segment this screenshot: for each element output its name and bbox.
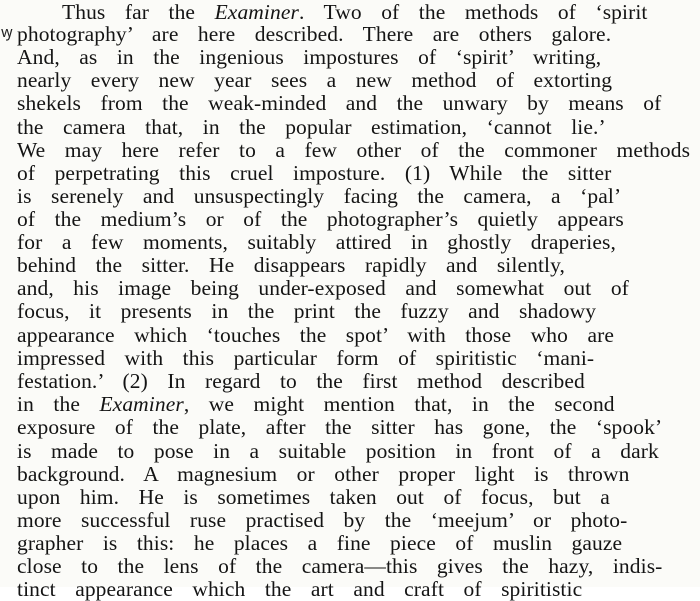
text-line xyxy=(17,346,594,370)
margin-mark: ꝡ xyxy=(1,23,13,41)
text-line xyxy=(17,415,662,439)
text-line xyxy=(17,462,630,486)
text-segment: And, as in the ingenious impostures of ‘spirit’ writing, xyxy=(17,45,602,69)
text-segment: focus, it presents in the print the fuzzy and shadowy xyxy=(17,299,597,323)
text-line xyxy=(17,508,627,532)
text-segment: in the xyxy=(17,392,100,416)
text-line xyxy=(17,299,596,323)
text-line xyxy=(17,161,611,185)
text-line xyxy=(17,577,582,601)
text-segment: background. A magnesium or other proper light is thrown xyxy=(17,462,630,486)
text-line xyxy=(17,68,612,92)
text-line xyxy=(17,207,624,231)
text-segment: Thus far the xyxy=(62,0,215,24)
text-segment: tinct appearance which the art and craft of spiritistic xyxy=(17,577,583,601)
text-line xyxy=(62,0,648,24)
text-segment: of the medium’s or of the photographer’s quietly appears xyxy=(17,207,624,231)
text-segment: and, his image being under-exposed and somewhat out of xyxy=(17,276,629,300)
text-line xyxy=(17,230,616,254)
text-line xyxy=(17,439,659,463)
text-segment: grapher is this: he places a fine piece of muslin gauze xyxy=(17,531,623,555)
text-line xyxy=(17,22,611,46)
text-line xyxy=(17,531,622,555)
italic-title: Examiner xyxy=(214,0,299,24)
text-segment: nearly every new year sees a new method of extorting xyxy=(17,68,613,92)
text-line xyxy=(17,138,690,162)
text-line xyxy=(17,554,662,578)
text-line xyxy=(17,184,621,208)
text-line xyxy=(17,369,585,393)
text-line xyxy=(17,91,661,115)
text-segment: is serenely and unsuspectingly facing the camera, a ‘pal’ xyxy=(17,184,622,208)
text-line xyxy=(17,323,614,347)
text-segment: exposure of the plate, after the sitter has gone, the ‘spook’ xyxy=(17,415,663,439)
text-line xyxy=(17,392,615,416)
text-segment: close to the lens of the camera—this gives the hazy, indis- xyxy=(17,554,663,578)
text-line xyxy=(17,485,610,509)
text-segment: appearance which ‘touches the spot’ with those who are xyxy=(17,323,614,347)
text-segment: photography’ are here described. There are others galore. xyxy=(17,22,612,46)
text-segment: behind the sitter. He disappears rapidly and silently, xyxy=(17,253,566,277)
text-line xyxy=(17,45,601,69)
text-segment: more successful ruse practised by the ‘meejum’ or photo- xyxy=(17,508,628,532)
text-line xyxy=(17,253,565,277)
text-segment: . Two of the methods of ‘spirit xyxy=(298,0,648,24)
text-segment: shekels from the weak-minded and the unwary by means of xyxy=(17,91,662,115)
text-segment: of perpetrating this cruel imposture. (1) While the sitter xyxy=(17,161,612,185)
text-segment: impressed with this particular form of spiritistic ‘mani- xyxy=(17,346,595,370)
text-segment: , we might mention that, in the second xyxy=(183,392,615,416)
text-segment: festation.’ (2) In regard to the first method described xyxy=(17,369,585,393)
text-line xyxy=(17,276,629,300)
text-segment: is made to pose in a suitable position in front of a dark xyxy=(17,439,659,463)
italic-title: Examiner xyxy=(99,392,184,416)
text-segment: for a few moments, suitably attired in ghostly draperies, xyxy=(17,230,616,254)
text-segment: the camera that, in the popular estimation, ‘cannot lie.’ xyxy=(17,115,606,139)
text-line xyxy=(17,115,606,139)
text-segment: upon him. He is sometimes taken out of focus, but a xyxy=(17,485,610,509)
text-segment: We may here refer to a few other of the commoner methods xyxy=(17,138,691,162)
